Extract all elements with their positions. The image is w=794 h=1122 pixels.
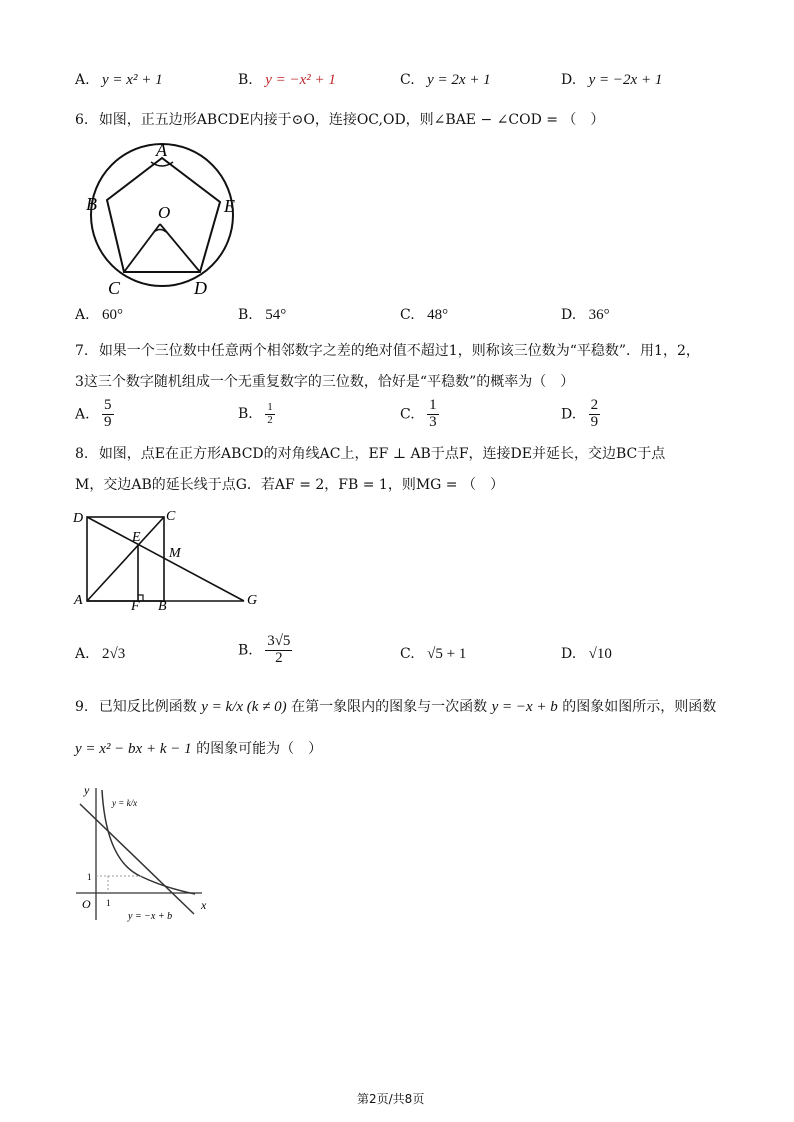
question-number: 7. bbox=[75, 343, 89, 359]
question-text: 如图，正五边形ABCDE内接于⊙O，连接OC,OD，则∠BAE − ∠COD = （ ） bbox=[98, 112, 605, 128]
q5-option-b bbox=[238, 72, 336, 89]
fraction bbox=[102, 398, 114, 431]
option-label: B. bbox=[238, 406, 253, 423]
label-c: C bbox=[166, 509, 176, 524]
fraction bbox=[265, 402, 275, 426]
q5-option-d bbox=[561, 72, 662, 89]
q6-option-b bbox=[238, 307, 286, 324]
q5-option-c bbox=[400, 72, 491, 89]
question-text: 在第一象限内的图象与一次函数 bbox=[291, 699, 488, 715]
q8-stem-line1 bbox=[75, 443, 665, 463]
denominator: 3 bbox=[429, 413, 437, 430]
option-label: B. bbox=[238, 307, 253, 323]
q8-option-b bbox=[238, 634, 292, 667]
page-footer: 第2页/共8页 bbox=[357, 1092, 425, 1106]
label-a: A bbox=[74, 593, 83, 608]
tick-label-y1: 1 bbox=[87, 872, 92, 882]
label-b: B bbox=[86, 194, 97, 214]
option-label: A. bbox=[75, 72, 90, 88]
question-number: 8. bbox=[75, 446, 89, 462]
option-text: y = −2x + 1 bbox=[588, 72, 663, 88]
option-text: √10 bbox=[588, 646, 612, 662]
option-text-highlighted: y = −x² + 1 bbox=[265, 72, 336, 88]
option-label: A. bbox=[75, 646, 90, 662]
q8-square-figure bbox=[72, 503, 267, 615]
q9-stem-line1 bbox=[75, 696, 716, 716]
fraction bbox=[265, 634, 292, 667]
numerator: 2 bbox=[590, 397, 599, 413]
question-text: 的图象如图所示，则函数 bbox=[562, 699, 717, 715]
numerator: 3√5 bbox=[267, 633, 291, 649]
numerator: 5 bbox=[104, 397, 112, 413]
option-label: D. bbox=[561, 307, 577, 323]
formula-quadratic: y = x² − bx + k − 1 bbox=[75, 741, 192, 757]
option-label: C. bbox=[400, 307, 415, 323]
denominator: 2 bbox=[275, 649, 283, 666]
q7-option-a bbox=[75, 398, 114, 431]
option-label: C. bbox=[400, 406, 415, 423]
label-b: B bbox=[158, 599, 167, 614]
label-f: F bbox=[131, 599, 140, 614]
q6-stem bbox=[75, 109, 604, 129]
question-number: 9. bbox=[75, 699, 89, 715]
label-m: M bbox=[169, 546, 181, 561]
formula-linear: y = −x + b bbox=[491, 699, 558, 715]
angle-cod-arc bbox=[154, 230, 166, 233]
q6-option-d bbox=[561, 307, 610, 324]
label-c: C bbox=[108, 278, 121, 298]
q6-option-a bbox=[75, 307, 123, 324]
q7-option-b bbox=[238, 402, 275, 426]
option-text: y = x² + 1 bbox=[102, 72, 163, 88]
linear-label: y = −x + b bbox=[128, 911, 173, 922]
denominator: 2 bbox=[267, 413, 273, 426]
option-label: B. bbox=[238, 72, 253, 88]
tick-label-x1: 1 bbox=[106, 898, 111, 908]
q7-stem-line2: 3这三个数字随机组成一个无重复数字的三位数，恰好是“平稳数”的概率为（ ） bbox=[75, 374, 575, 390]
y-axis-label: y bbox=[84, 783, 90, 797]
option-text: √5 + 1 bbox=[427, 646, 467, 662]
q8-stem-line2: M，交边AB的延长线于点G．若AF = 2，FB = 1，则MG = （ ） bbox=[75, 477, 504, 493]
question-text: 如果一个三位数中任意两个相邻数字之差的绝对值不超过1，则称该三位数为“平稳数”．用1，2， bbox=[98, 343, 700, 359]
reciprocal-label: y = k/x bbox=[112, 798, 138, 808]
option-text: y = 2x + 1 bbox=[427, 72, 491, 88]
numerator: 1 bbox=[429, 397, 437, 413]
option-label: B. bbox=[238, 642, 253, 659]
formula-reciprocal: y = k/x (k ≠ 0) bbox=[201, 699, 287, 715]
q8-option-d bbox=[561, 646, 612, 663]
q7-stem-line1 bbox=[75, 340, 700, 360]
question-text: 的图象可能为（ ） bbox=[196, 741, 323, 757]
label-e: E bbox=[132, 530, 141, 545]
q6-pentagon-figure bbox=[80, 138, 255, 300]
question-text: 如图，点E在正方形ABCD的对角线AC上，EF ⊥ AB于点F，连接DE并延长，交边BC于点 bbox=[98, 446, 666, 462]
label-o: O bbox=[158, 203, 171, 222]
q9-stem-line2 bbox=[75, 738, 322, 758]
denominator: 9 bbox=[590, 413, 599, 430]
label-e: E bbox=[224, 196, 235, 216]
q8-option-a bbox=[75, 646, 125, 663]
origin-label: O bbox=[82, 897, 91, 911]
fraction bbox=[589, 398, 601, 431]
option-label: D. bbox=[561, 406, 577, 423]
q6-option-c bbox=[400, 307, 448, 324]
q5-option-a bbox=[75, 72, 163, 89]
option-label: A. bbox=[75, 307, 90, 323]
question-text: 已知反比例函数 bbox=[98, 699, 197, 715]
q9-graph-figure bbox=[70, 780, 215, 925]
option-text: 54° bbox=[265, 307, 287, 323]
option-text: 2√3 bbox=[102, 646, 126, 662]
label-g: G bbox=[247, 593, 258, 608]
q8-option-c bbox=[400, 646, 466, 663]
linear-line bbox=[80, 804, 194, 914]
label-a: A bbox=[156, 140, 167, 160]
option-text: 36° bbox=[588, 307, 610, 323]
option-label: D. bbox=[561, 646, 577, 662]
option-text: 48° bbox=[427, 307, 449, 323]
denominator: 9 bbox=[104, 413, 112, 430]
option-label: C. bbox=[400, 646, 415, 662]
label-d: D bbox=[194, 278, 207, 298]
option-label: D. bbox=[561, 72, 577, 88]
option-label: C. bbox=[400, 72, 415, 88]
line-dg bbox=[87, 517, 244, 601]
option-text: 60° bbox=[102, 307, 124, 323]
q7-option-d bbox=[561, 398, 600, 431]
fraction bbox=[427, 398, 439, 431]
option-label: A. bbox=[75, 406, 90, 423]
numerator: 1 bbox=[267, 401, 273, 413]
q7-option-c bbox=[400, 398, 439, 431]
question-number: 6. bbox=[75, 112, 89, 128]
diagonal-ac bbox=[87, 517, 164, 601]
label-d: D bbox=[73, 511, 84, 526]
x-axis-label: x bbox=[201, 898, 207, 912]
